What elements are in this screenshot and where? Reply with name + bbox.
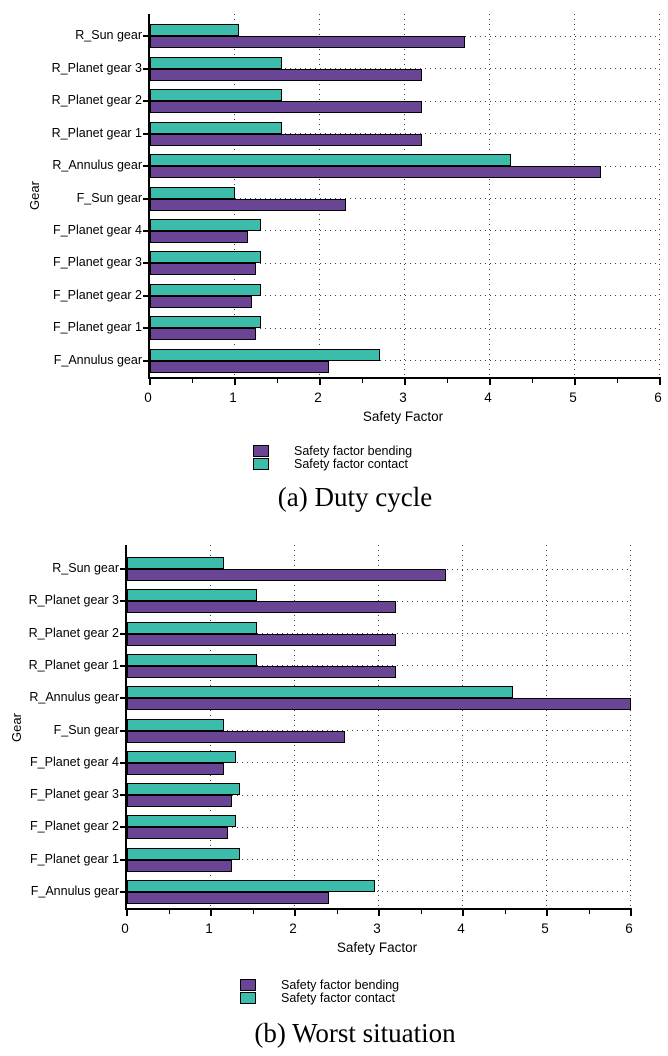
x-tick-label-6: 6 — [654, 390, 662, 405]
legend — [253, 444, 412, 470]
bar-bending-r-sun-gear — [150, 36, 465, 48]
bar-bending-r-annulus-gear — [150, 166, 601, 178]
plot-area — [51, 14, 660, 379]
x-tick-label-3: 3 — [373, 921, 381, 936]
x-axis-minor-tick — [532, 377, 533, 383]
bar-bending-f-planet-gear-4 — [150, 231, 248, 243]
y-category-label: R_Annulus gear — [52, 158, 142, 173]
bar-contact-f-planet-gear-3 — [127, 783, 240, 795]
y-category-label: R_Planet gear 2 — [51, 93, 142, 108]
x-axis-major-tick — [546, 908, 548, 916]
y-axis-tick — [120, 794, 126, 796]
legend-label-contact: Safety factor contact — [281, 990, 395, 1005]
x-axis-major-tick — [378, 908, 380, 916]
y-category-label: F_Planet gear 3 — [30, 787, 119, 802]
legend-swatch-contact-icon — [253, 458, 269, 470]
x-tick-label-6: 6 — [625, 921, 633, 936]
x-axis-minor-tick — [277, 377, 278, 383]
bar-bending-f-planet-gear-2 — [150, 296, 252, 308]
bar-contact-f-planet-gear-3 — [150, 251, 261, 263]
bar-bending-r-planet-gear-3 — [127, 601, 396, 613]
x-axis-title: Safety Factor — [362, 409, 444, 424]
y-axis-tick — [120, 891, 126, 893]
bar-bending-f-planet-gear-1 — [127, 860, 232, 872]
bar-bending-f-annulus-gear — [150, 361, 329, 373]
x-axis-minor-tick — [617, 377, 618, 383]
x-axis-minor-tick — [589, 908, 590, 914]
y-axis-tick — [143, 133, 149, 135]
bar-contact-r-planet-gear-3 — [127, 589, 257, 601]
x-tick-label-4: 4 — [484, 390, 492, 405]
y-axis-tick — [120, 600, 126, 602]
y-axis-title: Gear — [8, 713, 24, 742]
bar-bending-f-planet-gear-2 — [127, 827, 228, 839]
x-tick-label-0: 0 — [144, 390, 152, 405]
y-axis-tick — [120, 633, 126, 635]
bar-contact-r-annulus-gear — [150, 154, 511, 166]
bar-contact-f-planet-gear-1 — [127, 848, 240, 860]
bar-bending-f-sun-gear — [150, 199, 346, 211]
bar-contact-f-planet-gear-4 — [127, 751, 236, 763]
x-axis-major-tick — [319, 377, 321, 385]
y-axis-tick — [143, 35, 149, 37]
legend-item-bending — [240, 978, 399, 991]
bar-contact-f-sun-gear — [150, 187, 235, 199]
caption-duty-cycle: (a) Duty cycle — [277, 482, 433, 512]
legend-swatch-bending-icon — [240, 979, 256, 991]
x-axis-title: Safety Factor — [336, 940, 418, 955]
y-category-label: F_Planet gear 4 — [30, 754, 119, 769]
y-category-label: F_Sun gear — [76, 190, 142, 205]
y-axis-tick — [143, 327, 149, 329]
bar-contact-r-annulus-gear — [127, 686, 513, 698]
legend-item-contact — [240, 991, 399, 1004]
legend — [240, 978, 399, 1004]
bar-bending-r-planet-gear-1 — [150, 134, 422, 146]
caption-worst-situation: (b) Worst situation — [254, 1018, 456, 1048]
bar-bending-f-sun-gear — [127, 731, 345, 743]
y-category-label: R_Annulus gear — [29, 690, 119, 705]
legend-swatch-bending-icon — [253, 445, 269, 457]
bar-bending-r-planet-gear-2 — [150, 101, 422, 113]
x-tick-label-5: 5 — [541, 921, 549, 936]
x-axis-major-tick — [404, 377, 406, 385]
x-tick-label-3: 3 — [399, 390, 407, 405]
bar-bending-f-annulus-gear — [127, 892, 329, 904]
y-axis-tick — [143, 100, 149, 102]
x-axis-major-tick — [574, 377, 576, 385]
y-category-label: F_Annulus gear — [53, 352, 142, 367]
bar-contact-r-planet-gear-3 — [150, 57, 282, 69]
gridline-x-4 — [462, 545, 463, 908]
x-axis-minor-tick — [362, 377, 363, 383]
y-category-label: F_Annulus gear — [30, 883, 119, 898]
legend-label-bending: Safety factor bending — [281, 977, 400, 992]
y-category-label: F_Planet gear 2 — [30, 819, 119, 834]
y-axis-tick — [120, 568, 126, 570]
bar-contact-r-planet-gear-1 — [150, 122, 282, 134]
x-axis-minor-tick — [192, 377, 193, 383]
x-axis-major-tick — [126, 908, 128, 916]
bar-contact-r-planet-gear-2 — [127, 622, 257, 634]
y-axis-tick — [120, 730, 126, 732]
y-category-label: R_Planet gear 3 — [51, 60, 142, 75]
y-axis-title: Gear — [26, 181, 42, 210]
x-axis-minor-tick — [505, 908, 506, 914]
gridline-x-6 — [630, 545, 631, 908]
y-category-label: R_Planet gear 3 — [28, 593, 119, 608]
x-axis-major-tick — [489, 377, 491, 385]
y-category-label: F_Planet gear 3 — [53, 255, 142, 270]
bar-bending-f-planet-gear-1 — [150, 328, 256, 340]
gridline-x-3 — [378, 545, 379, 908]
x-axis-major-tick — [659, 377, 661, 385]
y-axis-tick — [143, 230, 149, 232]
x-tick-label-0: 0 — [121, 921, 129, 936]
y-axis-tick — [120, 859, 126, 861]
x-tick-label-5: 5 — [569, 390, 577, 405]
y-category-label: F_Planet gear 1 — [53, 320, 142, 335]
y-category-label: R_Planet gear 1 — [28, 657, 119, 672]
bar-contact-f-planet-gear-1 — [150, 316, 261, 328]
x-tick-label-4: 4 — [457, 921, 465, 936]
x-axis-major-tick — [294, 908, 296, 916]
x-axis-major-tick — [210, 908, 212, 916]
x-axis-minor-tick — [253, 908, 254, 914]
bar-bending-f-planet-gear-3 — [150, 263, 256, 275]
x-axis-major-tick — [149, 377, 151, 385]
bar-contact-f-planet-gear-2 — [127, 815, 236, 827]
legend-label-bending: Safety factor bending — [294, 443, 413, 458]
x-axis-major-tick — [630, 908, 632, 916]
x-axis-minor-tick — [169, 908, 170, 914]
y-category-label: F_Planet gear 2 — [53, 287, 142, 302]
y-axis-tick — [143, 262, 149, 264]
bar-contact-r-sun-gear — [127, 557, 224, 569]
y-category-label: R_Planet gear 1 — [51, 125, 142, 140]
bar-bending-r-planet-gear-1 — [127, 666, 396, 678]
x-tick-label-1: 1 — [205, 921, 213, 936]
bar-bending-f-planet-gear-3 — [127, 795, 232, 807]
x-tick-label-2: 2 — [289, 921, 297, 936]
x-tick-label-1: 1 — [229, 390, 237, 405]
legend-item-contact — [253, 457, 412, 470]
x-tick-label-2: 2 — [314, 390, 322, 405]
bar-bending-r-sun-gear — [127, 569, 446, 581]
bar-contact-f-annulus-gear — [127, 880, 375, 892]
y-category-label: R_Sun gear — [75, 28, 142, 43]
y-category-label: F_Planet gear 4 — [53, 222, 142, 237]
x-axis-minor-tick — [421, 908, 422, 914]
x-axis-minor-tick — [337, 908, 338, 914]
y-axis-tick — [143, 198, 149, 200]
y-axis-tick — [143, 68, 149, 70]
y-axis-tick — [120, 826, 126, 828]
bar-contact-f-planet-gear-2 — [150, 284, 261, 296]
y-axis-tick — [120, 762, 126, 764]
y-category-label: R_Planet gear 2 — [28, 625, 119, 640]
y-category-label: R_Sun gear — [52, 561, 119, 576]
plot-area — [28, 545, 631, 910]
bar-contact-r-planet-gear-2 — [150, 89, 282, 101]
bar-contact-f-annulus-gear — [150, 349, 380, 361]
y-axis-tick — [120, 697, 126, 699]
gridline-x-2 — [294, 545, 295, 908]
y-category-label: F_Sun gear — [53, 722, 119, 737]
y-axis-tick — [120, 665, 126, 667]
bar-contact-r-sun-gear — [150, 24, 239, 36]
x-axis-major-tick — [234, 377, 236, 385]
figure-worst-situation — [0, 530, 668, 1056]
y-axis-tick — [143, 165, 149, 167]
gridline-x-5 — [546, 545, 547, 908]
x-axis-minor-tick — [447, 377, 448, 383]
bar-contact-r-planet-gear-1 — [127, 654, 257, 666]
legend-item-bending — [253, 444, 412, 457]
legend-label-contact: Safety factor contact — [294, 456, 408, 471]
legend-swatch-contact-icon — [240, 992, 256, 1004]
bar-contact-f-planet-gear-4 — [150, 219, 261, 231]
y-axis-tick — [143, 295, 149, 297]
y-axis-tick — [143, 360, 149, 362]
bar-bending-r-annulus-gear — [127, 698, 631, 710]
bar-contact-f-sun-gear — [127, 719, 224, 731]
y-category-label: F_Planet gear 1 — [30, 851, 119, 866]
bar-bending-r-planet-gear-3 — [150, 69, 422, 81]
bar-bending-f-planet-gear-4 — [127, 763, 224, 775]
x-axis-major-tick — [462, 908, 464, 916]
bar-bending-r-planet-gear-2 — [127, 634, 396, 646]
